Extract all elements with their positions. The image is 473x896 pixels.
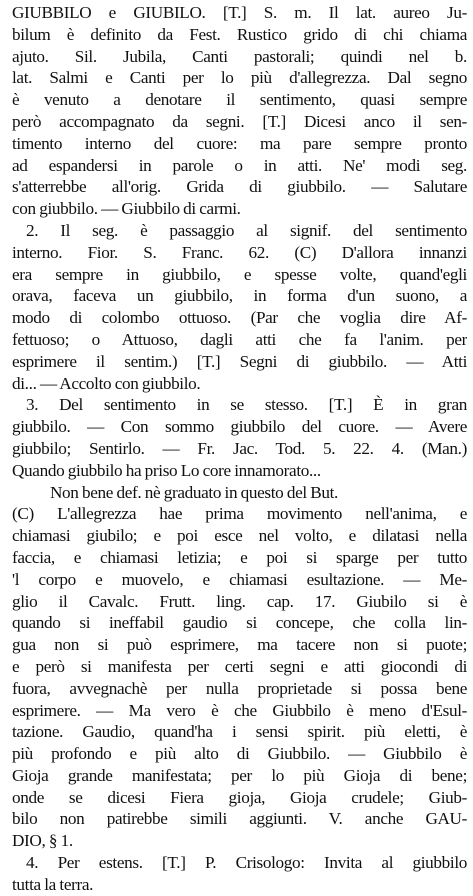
text-line: 3. Del sentimento in se stesso. [T.] È in gran: [26, 395, 467, 415]
text-line: fettuoso; o Attuoso, dagli atti che fa l'anim. per: [12, 329, 467, 349]
text-line: esprimere il sentim.) [T.] Segni di giubbilo. — Atti: [12, 351, 467, 371]
text-line: tazione. Gaudio, quand'ha i sensi spirit. più eletti, è: [12, 722, 467, 742]
text-line: onde se dicesi Fiera gioja, Gioja crudele; Giub-: [12, 787, 467, 807]
text-line: bilum è definito da Fest. Rustico grido di chi chiama: [12, 24, 467, 44]
text-line: 4. Per estens. [T.] P. Crisologo: Invita al giubbilo: [26, 853, 467, 873]
text-line: Quando giubbilo ha priso Lo core innamorato...: [12, 460, 321, 480]
text-line: però accompagnato da segni. [T.] Dicesi anco il sen-: [12, 111, 467, 131]
text-line: DIO, § 1.: [12, 831, 73, 851]
text-line: giubbilo. — Con sommo giubbilo del cuore. — Avere: [12, 417, 467, 437]
text-line: timento interno del cuore: ma pare sempre pronto: [12, 133, 467, 153]
text-line: con giubbilo. — Giubbilo di carmi.: [12, 199, 241, 219]
text-line: ajuto. Sil. Jubila, Canti pastorali; quindi nel b.: [12, 46, 467, 66]
text-line: Non bene def. nè graduato in questo del But.: [50, 482, 338, 502]
text-line: interno. Fior. S. Franc. 62. (C) D'allora innanzi: [12, 242, 467, 262]
text-line: faccia, e chiamasi letizia; e poi si sparge per tutto: [12, 547, 467, 567]
text-line: di... — Accolto con giubbilo.: [12, 373, 201, 393]
text-line: gua non si può esprimere, ma tacere non si puote;: [12, 635, 467, 655]
text-line: modo di colombo ottuoso. (Par che voglia dire Af-: [12, 308, 467, 328]
text-line: giubbilo; Sentirlo. — Fr. Jac. Tod. 5. 22. 4. (Man.): [12, 438, 467, 458]
text-line: esprimere. — Ma vero è che Giubbilo è meno d'Esul-: [12, 700, 467, 720]
text-line: è venuto a denotare il sentimento, quasi sempre: [12, 90, 467, 110]
text-line: 2. Il seg. è passaggio al signif. del sentimento: [26, 220, 467, 240]
text-line: quando si ineffabil gaudio si concepe, che colla lin-: [12, 613, 467, 633]
text-line: GIUBBILO e GIUBILO. [T.] S. m. Il lat. aureo Ju-: [12, 3, 467, 22]
text-line: lat. Salmi e Canti per lo più d'allegrezza. Dal segno: [12, 68, 467, 88]
text-line: tutta la terra.: [12, 874, 94, 894]
text-line: ad espandersi in parole o in atti. Ne' modi seg.: [12, 155, 467, 175]
text-line: più profondo e più alto di Giubbilo. — Giubbilo è: [12, 744, 467, 764]
text-line: (C) L'allegrezza hae prima movimento nell'anima, e: [12, 504, 467, 524]
text-line: s'atterrebbe all'orig. Grida di giubbilo. — Salutare: [12, 177, 467, 197]
text-line: fuora, avvegnachè per nulla proprietade si possa bene: [12, 678, 467, 698]
text-line: bilo non patirebbe simili aggiunti. V. anche GAU-: [12, 809, 467, 829]
text-line: glio il Cavalc. Frutt. ling. cap. 17. Giubilo si è: [12, 591, 467, 611]
text-line: Gioja grande manifestata; per lo più Gioja di bene;: [12, 765, 467, 785]
text-line: era sempre in giubbilo, e spesse volte, quand'egli: [12, 264, 467, 284]
text-line: 'l corpo e muovelo, e chiamasi esultazione. — Me-: [12, 569, 467, 589]
text-line: orava, faceva un giubbilo, in forma d'un suono, a: [12, 286, 467, 306]
text-line: e però si manifesta per certi segni e atti giocondi di: [12, 656, 467, 676]
text-line: chiamasi giubilo; e poi esce nel volto, e dilatasi nella: [12, 526, 467, 546]
